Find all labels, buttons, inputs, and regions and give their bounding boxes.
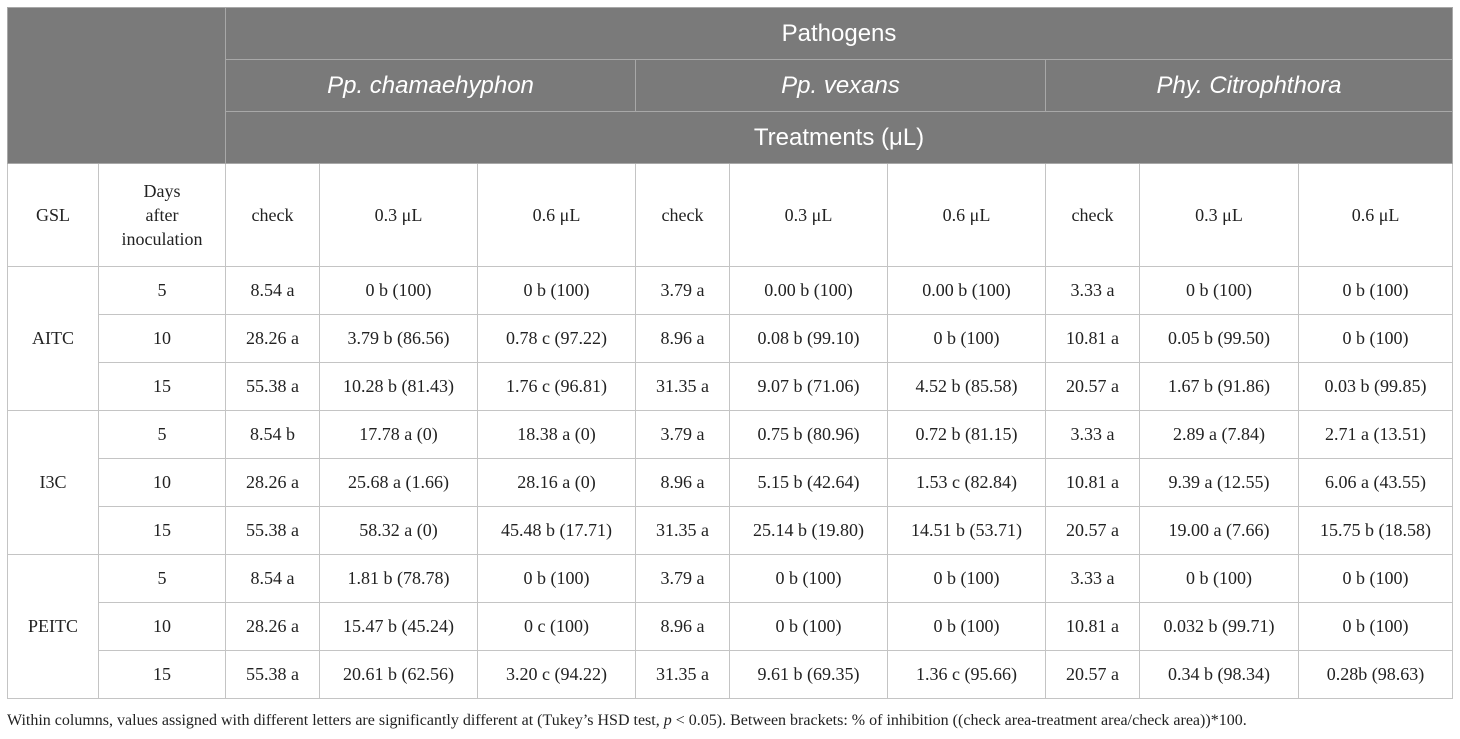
value-cell: 3.20 c (94.22) [478, 651, 636, 699]
check-column-header: check [636, 164, 730, 267]
value-cell: 0 b (100) [888, 555, 1046, 603]
table-row [8, 651, 1453, 699]
value-cell: 45.48 b (17.71) [478, 507, 636, 555]
pathogen-header: Phy. Citrophthora [1046, 60, 1453, 112]
dose-column-header: 0.6 μL [478, 164, 636, 267]
days-header-line: inoculation [121, 229, 203, 249]
value-cell: 6.06 a (43.55) [1299, 459, 1453, 507]
value-cell: 0.00 b (100) [730, 267, 888, 315]
value-cell: 0 b (100) [478, 555, 636, 603]
value-cell: 0 b (100) [478, 267, 636, 315]
table-row [8, 411, 1453, 459]
value-cell: 1.36 c (95.66) [888, 651, 1046, 699]
gsl-cell: I3C [8, 411, 99, 555]
table-body [8, 164, 1453, 699]
value-cell: 31.35 a [636, 507, 730, 555]
value-cell: 2.71 a (13.51) [1299, 411, 1453, 459]
value-cell: 28.26 a [226, 603, 320, 651]
value-cell: 0 b (100) [730, 603, 888, 651]
value-cell: 0 c (100) [478, 603, 636, 651]
value-cell: 31.35 a [636, 651, 730, 699]
day-cell: 15 [99, 507, 226, 555]
value-cell: 0.78 c (97.22) [478, 315, 636, 363]
value-cell: 3.79 b (86.56) [320, 315, 478, 363]
day-cell: 10 [99, 459, 226, 507]
day-cell: 5 [99, 267, 226, 315]
value-cell: 8.54 a [226, 267, 320, 315]
dose-column-header: 0.3 μL [320, 164, 478, 267]
footnote-p-symbol: p [663, 712, 672, 729]
table-footnote [7, 712, 1247, 730]
dose-column-header: 0.3 μL [1140, 164, 1299, 267]
day-cell: 10 [99, 603, 226, 651]
value-cell: 3.33 a [1046, 411, 1140, 459]
pathogens-header: Pathogens [226, 8, 1453, 60]
value-cell: 10.28 b (81.43) [320, 363, 478, 411]
value-cell: 17.78 a (0) [320, 411, 478, 459]
days-header-line: after [145, 205, 179, 225]
value-cell: 8.54 b [226, 411, 320, 459]
value-cell: 55.38 a [226, 507, 320, 555]
table-row [8, 507, 1453, 555]
value-cell: 18.38 a (0) [478, 411, 636, 459]
check-column-header: check [226, 164, 320, 267]
value-cell: 2.89 a (7.84) [1140, 411, 1299, 459]
value-cell: 20.57 a [1046, 507, 1140, 555]
day-cell: 5 [99, 555, 226, 603]
value-cell: 28.26 a [226, 315, 320, 363]
results-table [7, 7, 1453, 699]
value-cell: 0.00 b (100) [888, 267, 1046, 315]
value-cell: 0.05 b (99.50) [1140, 315, 1299, 363]
column-header-row [8, 164, 1453, 267]
table-row [8, 363, 1453, 411]
value-cell: 3.33 a [1046, 267, 1140, 315]
dose-column-header: 0.6 μL [888, 164, 1046, 267]
value-cell: 5.15 b (42.64) [730, 459, 888, 507]
value-cell: 20.61 b (62.56) [320, 651, 478, 699]
value-cell: 9.07 b (71.06) [730, 363, 888, 411]
value-cell: 0.75 b (80.96) [730, 411, 888, 459]
value-cell: 0.34 b (98.34) [1140, 651, 1299, 699]
dose-column-header: 0.3 μL [730, 164, 888, 267]
value-cell: 1.67 b (91.86) [1140, 363, 1299, 411]
value-cell: 4.52 b (85.58) [888, 363, 1046, 411]
header-blank-cell [8, 8, 226, 164]
gsl-cell: AITC [8, 267, 99, 411]
pathogen-header: Pp. vexans [636, 60, 1046, 112]
value-cell: 9.61 b (69.35) [730, 651, 888, 699]
value-cell: 20.57 a [1046, 651, 1140, 699]
treatments-header: Treatments (μL) [226, 112, 1453, 164]
value-cell: 15.47 b (45.24) [320, 603, 478, 651]
value-cell: 19.00 a (7.66) [1140, 507, 1299, 555]
value-cell: 3.79 a [636, 555, 730, 603]
value-cell: 0 b (100) [1299, 555, 1453, 603]
table-row [8, 315, 1453, 363]
value-cell: 0.03 b (99.85) [1299, 363, 1453, 411]
value-cell: 8.96 a [636, 459, 730, 507]
value-cell: 25.68 a (1.66) [320, 459, 478, 507]
value-cell: 0.032 b (99.71) [1140, 603, 1299, 651]
dose-column-header: 0.6 μL [1299, 164, 1453, 267]
check-column-header: check [1046, 164, 1140, 267]
value-cell: 0.28b (98.63) [1299, 651, 1453, 699]
day-cell: 10 [99, 315, 226, 363]
value-cell: 20.57 a [1046, 363, 1140, 411]
value-cell: 1.53 c (82.84) [888, 459, 1046, 507]
day-cell: 15 [99, 363, 226, 411]
days-header-line: Days [143, 181, 181, 201]
value-cell: 10.81 a [1046, 315, 1140, 363]
value-cell: 3.79 a [636, 411, 730, 459]
value-cell: 0 b (100) [730, 555, 888, 603]
value-cell: 10.81 a [1046, 603, 1140, 651]
value-cell: 0 b (100) [1140, 555, 1299, 603]
value-cell: 0 b (100) [320, 267, 478, 315]
value-cell: 0.72 b (81.15) [888, 411, 1046, 459]
value-cell: 0 b (100) [1299, 603, 1453, 651]
value-cell: 0.08 b (99.10) [730, 315, 888, 363]
value-cell: 14.51 b (53.71) [888, 507, 1046, 555]
footnote-text: Within columns, values assigned with different letters are significantly different at (Tukey’s HSD test, [7, 712, 664, 729]
value-cell: 8.96 a [636, 315, 730, 363]
value-cell: 0 b (100) [888, 315, 1046, 363]
value-cell: 3.79 a [636, 267, 730, 315]
value-cell: 3.33 a [1046, 555, 1140, 603]
table-row [8, 555, 1453, 603]
table-container [7, 7, 1452, 699]
table-row [8, 603, 1453, 651]
table-row [8, 459, 1453, 507]
value-cell: 28.26 a [226, 459, 320, 507]
day-cell: 15 [99, 651, 226, 699]
value-cell: 1.81 b (78.78) [320, 555, 478, 603]
value-cell: 55.38 a [226, 363, 320, 411]
value-cell: 8.96 a [636, 603, 730, 651]
value-cell: 0 b (100) [888, 603, 1046, 651]
value-cell: 0 b (100) [1299, 315, 1453, 363]
table-row [8, 267, 1453, 315]
pathogen-header: Pp. chamaehyphon [226, 60, 636, 112]
footnote-text: < 0.05). Between brackets: % of inhibition ((check area-treatment area/check area))*100. [671, 712, 1247, 729]
value-cell: 25.14 b (19.80) [730, 507, 888, 555]
value-cell: 9.39 a (12.55) [1140, 459, 1299, 507]
day-cell: 5 [99, 411, 226, 459]
value-cell: 28.16 a (0) [478, 459, 636, 507]
value-cell: 0 b (100) [1140, 267, 1299, 315]
gsl-column-header: GSL [8, 164, 99, 267]
value-cell: 1.76 c (96.81) [478, 363, 636, 411]
value-cell: 55.38 a [226, 651, 320, 699]
value-cell: 31.35 a [636, 363, 730, 411]
value-cell: 10.81 a [1046, 459, 1140, 507]
value-cell: 0 b (100) [1299, 267, 1453, 315]
value-cell: 58.32 a (0) [320, 507, 478, 555]
gsl-cell: PEITC [8, 555, 99, 699]
value-cell: 8.54 a [226, 555, 320, 603]
value-cell: 15.75 b (18.58) [1299, 507, 1453, 555]
days-column-header [99, 164, 226, 267]
